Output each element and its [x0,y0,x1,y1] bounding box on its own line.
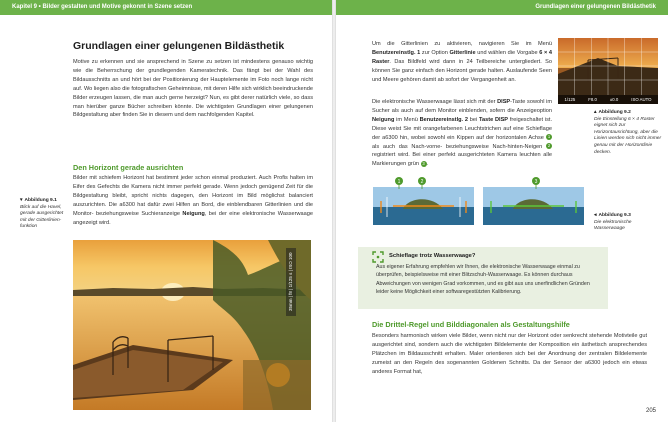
page-number: 205 [645,408,656,414]
intro-paragraph [73,58,313,120]
figure-caption-9-3 [594,212,662,233]
svg-text:1: 1 [397,179,401,185]
menu-term: DISP [497,99,511,105]
focus-frame-icon [372,251,384,263]
level-callouts [392,175,572,189]
tip-title: Schieflage trotz Wasserwaage? [389,253,476,259]
caption-92-text: Die Einstellung 6 × 4 Raster eignet sich zur Horizontausrichtung, aber die Linien werden sich nicht immer genau mit der Horizontlinie decken. [594,116,662,155]
lake-photo [73,240,311,410]
horizon-text-a: Bilder mit schiefem Horizont hat bestimmt jeder schon einmal produziert. Auch Profis halten im Eifer des Gefechts die Kamera nicht immer perfekt gerade. Wenn jedoch genügend Zeit für die Bildgestaltung bleibt, spricht nichts dagegen, den Horizont im Bild möglichst balanciert auszurichten. Die a6300 hat dafür zwei Hilfen an Bord, die einblendbaren Gitterlinien und die Monitor- beziehungsweise Suchieranzeige [73,175,313,217]
menu-term: Benutzereinstlg. 2 [419,116,468,123]
menu-term: Taste DISP [479,116,509,123]
arrow-up-icon: ▴ [594,109,597,115]
menu-term: Neigung [372,116,395,123]
section-title-horizon: Den Horizont gerade ausrichten [73,163,184,172]
caption-title: Abbildung 9.1 [24,198,57,203]
svg-text:3: 3 [534,179,538,185]
svg-text:2: 2 [420,179,424,185]
text-run: registriert wird. Bei einer perfekt ausgerichteten Kamera leuchten alle Markierungen grün [372,152,552,168]
section-header: Grundlagen einer gelungenen Bildästhetik [336,0,668,15]
text-run: bei [468,116,480,123]
level-image-tilted [373,187,474,225]
level-image-straight [483,187,584,225]
caption-text: Blick auf die Havel, gerade ausgerichtet mit der Gitterlinien-funktion [20,204,64,230]
gridline-paragraph [372,40,552,85]
iso: ISO AUTO [631,97,652,102]
callout-number-badge: 2 [547,143,551,149]
text-run: zur Option [420,49,450,56]
caption-93-title: Abbildung 9.3 [598,213,631,218]
page-title: Grundlagen einer gelungenen Bildästhetik [73,40,285,52]
aperture: F8.0 [588,97,597,102]
text-run: -Taste sowohl im Sucher als auch auf dem Monitor einblenden, sofern die Anzeigeoption [372,99,552,114]
text-run: . Das Bildfeld wird dann in 24 Teilbereiche untergliedert. So können Sie ganz einfach den Horizont gerade halten. Auslaufende Seen und Meere gehören damit ab sofort der Vergangenheit an. [372,58,552,83]
camera-status-bar [558,95,658,104]
caption-92-title: Abbildung 9.2 [598,110,631,115]
figure-caption-9-2 [594,109,662,156]
shutter-speed: 1/125 [564,97,576,102]
right-page [336,0,668,422]
figure-caption-9-1 [20,197,68,231]
horizon-text-b: , bei der eine elektronische Wasserwaage angezeigt wird. [73,210,313,226]
gridline-text [372,40,552,85]
exposure-comp: ±0.0 [609,97,619,102]
thirds-paragraph [372,332,647,377]
callout-number-badge: 1 [547,134,551,140]
thirds-text: Besonders harmonisch wirken viele Bilder, wenn nicht nur der Horizont oder senkrecht stehende Motivteile gut ausgerichtet sind, sondern auch die wichtigsten Bildelemente der Komposition ein ästhetisch ansprechendes Plätzchen im Bildausschnitt erhalten. Maler orientieren sich bei der Anordnung der zentralen Bildelemente zumeist an den Regeln des sogenannten Goldenen Schnitts. Da der Sensor der a6300 jedoch ein etwas anderes Format hat, [372,333,647,375]
level-text [372,98,552,169]
menu-term: 6 × 4 Raster [372,49,552,65]
chapter-header: Kapitel 9 • Bilder gestalten und Motive gekonnt in Szene setzen [0,0,332,15]
text-run: freigeschaltet ist. Diese weist Sie mit orangefarbenen Leuchtstrichen auf eine Schieflage der a6300 hin, wobei sowohl ein Kippen auf der horizontalen Achse [372,116,553,141]
left-page [0,0,332,422]
level-paragraph [372,98,552,169]
tip-text: Aus eigener Erfahrung empfehlen wir Ihnen, die elektronische Wasserwaage einmal zu überprüfen, beispielsweise mit einer Blitzschuh-Wasserwaage. Es können durchaus Abweichungen von wenigen Grad vorkommen, und es gibt aus uns unerfindlichen Gründen leider keine Möglichkeit einer softwaregestützten Kalibrierung. [376,264,590,295]
camera-grid-screen [558,38,658,104]
text-run: als auch das Nach-vorne- beziehungsweise Nach-hinten-Neigen [372,143,546,150]
text-run: Um die Gitterlinien zu aktivieren, navigieren Sie im Menü [372,41,552,47]
menu-term: Benutzereinstlg. 1 [372,49,421,56]
text-run: . [426,161,429,168]
callout-number-badge: 3 [422,160,425,166]
photo-exif-strip: 35mm | f8 | 1/125 s | ISO 100 [286,248,296,316]
neigung-term: Neigung [182,210,205,217]
intro-text: Motive zu erkennen und sie ansprechend in Szene zu setzen ist mindestens genauso wichtig wie die Beherrschung der grundlegenden Kameratechnik. Das fängt bei der Wahl des Bildausschnitts an und hört bei der Positionierung der Hauptelemente im Foto noch lange nicht auf. Wo liegen also die fotografischen Geheimnisse, mit deren Hilfe sich wirklich beeindruckende Bilder erzeugen lassen, die man auch gerne herzeigt? Nun, es gibt derer natürlich viele, so dass man hierüber ganze Bücher schreiben könnte. Die wichtigsten Grundlagen einer gelungenen Bildgestaltung aber finden Sie in diesem und dem nachfolgenden Kapitel. [73,59,313,119]
text-run: Die elektronische Wasserwaage lässt sich mit der [372,99,498,105]
menu-term: Gitterlinie [449,49,476,56]
caption-93-text: Die elektronische Wasserwaage [594,219,632,232]
arrow-left-icon: ◂ [594,212,597,218]
section-title-thirds: Die Drittel-Regel und Bilddiagonalen als Gestaltungshilfe [372,320,570,329]
horizon-paragraph [73,174,313,227]
text-run: und wählen die Vorgabe [475,49,540,56]
text-run: im Menü [394,116,420,123]
arrow-down-icon: ▾ [20,197,23,203]
